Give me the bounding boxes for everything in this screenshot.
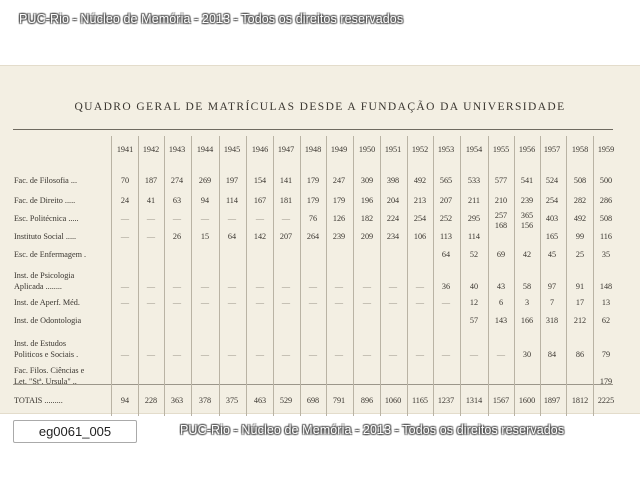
table-cell: — — [281, 282, 291, 291]
row-label: Aplicada ........ — [14, 282, 62, 291]
table-cell: — — [172, 350, 182, 359]
table-cell: 264 — [306, 232, 320, 241]
table-cell: 207 — [439, 196, 453, 205]
table-cell: 52 — [469, 250, 479, 259]
total-cell: 1600 — [518, 396, 536, 405]
watermark-top: PUC-Rio - Núcleo de Memória - 2013 - Todos os direitos reservados — [19, 12, 404, 26]
table-cell: 318 — [545, 316, 559, 325]
table-cell: 7 — [549, 298, 555, 307]
table-cell: 403 — [545, 214, 559, 223]
table-cell: — — [146, 298, 156, 307]
table-cell: 58 — [522, 282, 532, 291]
table-cell: 207 — [279, 232, 293, 241]
table-cell: — — [255, 282, 265, 291]
table-cell: 114 — [468, 232, 480, 241]
total-cell: 1165 — [411, 396, 429, 405]
table-cell: 76 — [308, 214, 318, 223]
table-cell: 492 — [573, 214, 587, 223]
table-cell: — — [308, 350, 318, 359]
table-cell: 64 — [441, 250, 451, 259]
table-cell: 143 — [494, 316, 508, 325]
row-label: Politicos e Sociais . — [14, 350, 79, 359]
total-cell: 94 — [120, 396, 130, 405]
table-cell: 70 — [120, 176, 130, 185]
table-cell: 13 — [601, 298, 611, 307]
table-cell: 257 — [494, 211, 508, 220]
table-cell: 524 — [545, 176, 559, 185]
table-cell: 106 — [413, 232, 427, 241]
table-cell: 126 — [332, 214, 346, 223]
table-cell: 15 — [200, 232, 210, 241]
table-cell: 209 — [360, 232, 374, 241]
table-cell: — — [227, 282, 237, 291]
table-cell: 187 — [144, 176, 158, 185]
table-cell: 224 — [386, 214, 400, 223]
table-cell: 565 — [439, 176, 453, 185]
table-cell: — — [308, 298, 318, 307]
table-cell: — — [388, 298, 398, 307]
table-cell: 196 — [360, 196, 374, 205]
table-cell: 148 — [599, 282, 613, 291]
year-header: 1942 — [142, 145, 160, 154]
row-label: Esc. Politécnica ..... — [14, 214, 79, 223]
table-cell: 254 — [413, 214, 427, 223]
total-cell: 363 — [170, 396, 184, 405]
totals-rule — [13, 384, 613, 385]
year-header: 1943 — [168, 145, 186, 154]
table-cell: 181 — [279, 196, 293, 205]
table-cell: — — [200, 282, 210, 291]
table-cell: 97 — [547, 282, 557, 291]
table-cell: 69 — [496, 250, 506, 259]
table-cell: 365 — [520, 211, 534, 220]
total-cell: 463 — [253, 396, 267, 405]
table-cell: 62 — [601, 316, 611, 325]
table-cell: 94 — [200, 196, 210, 205]
table-cell: 179 — [306, 176, 320, 185]
table-cell: 179 — [332, 196, 346, 205]
table-cell: 30 — [522, 350, 532, 359]
table-cell: 43 — [496, 282, 506, 291]
table-cell: — — [172, 214, 182, 223]
table-cell: — — [441, 350, 451, 359]
table-cell: — — [146, 282, 156, 291]
document-title: QUADRO GERAL DE MATRÍCULAS DESDE A FUNDAÇÃO DA UNIVERSIDADE — [74, 101, 566, 113]
total-cell: 1060 — [384, 396, 402, 405]
table-cell: 309 — [360, 176, 374, 185]
table-cell: — — [388, 282, 398, 291]
table-cell: — — [227, 350, 237, 359]
table-cell: 24 — [120, 196, 130, 205]
table-cell: 179 — [599, 377, 613, 386]
total-cell: 2225 — [597, 396, 615, 405]
table-cell: — — [308, 282, 318, 291]
table-cell: 91 — [575, 282, 585, 291]
table-top-rule — [13, 129, 613, 130]
table-cell: 165 — [545, 232, 559, 241]
table-cell: 84 — [547, 350, 557, 359]
total-cell: 375 — [225, 396, 239, 405]
table-cell: — — [334, 282, 344, 291]
table-cell: 197 — [225, 176, 239, 185]
scanned-document — [0, 65, 640, 414]
table-cell: — — [362, 282, 372, 291]
table-cell: 274 — [170, 176, 184, 185]
year-header: 1958 — [571, 145, 589, 154]
document-id-label: eg0061_005 — [13, 420, 137, 443]
table-cell: — — [172, 298, 182, 307]
table-cell: — — [362, 298, 372, 307]
total-cell: 228 — [144, 396, 158, 405]
table-cell: 142 — [253, 232, 267, 241]
table-cell: — — [120, 214, 130, 223]
total-cell: 791 — [332, 396, 346, 405]
table-cell: — — [441, 298, 451, 307]
table-cell: 286 — [599, 196, 613, 205]
year-header: 1949 — [330, 145, 348, 154]
total-cell: 1812 — [571, 396, 589, 405]
table-cell: 500 — [599, 176, 613, 185]
row-label: Inst. de Odontologia — [14, 316, 82, 325]
table-cell: 508 — [599, 214, 613, 223]
row-label: Fac. de Filosofia ... — [14, 176, 77, 185]
row-label: Esc. de Enfermagem . — [14, 250, 87, 259]
table-cell: 213 — [413, 196, 427, 205]
table-cell: 210 — [494, 196, 508, 205]
table-cell: — — [334, 350, 344, 359]
table-cell: 99 — [575, 232, 585, 241]
total-cell: 1237 — [437, 396, 455, 405]
table-cell: 6 — [498, 298, 504, 307]
table-cell: 141 — [279, 176, 293, 185]
table-cell: 398 — [386, 176, 400, 185]
table-cell: 282 — [573, 196, 587, 205]
table-cell: 166 — [520, 316, 534, 325]
table-cell: — — [255, 298, 265, 307]
total-cell: 529 — [279, 396, 293, 405]
table-cell: 41 — [146, 196, 156, 205]
year-header: 1945 — [223, 145, 241, 154]
table-cell: — — [120, 350, 130, 359]
table-cell: 154 — [253, 176, 267, 185]
row-label: Inst. de Estudos — [14, 339, 67, 348]
table-cell: — — [255, 350, 265, 359]
year-header: 1946 — [251, 145, 269, 154]
year-header: 1959 — [597, 145, 615, 154]
table-cell: 114 — [226, 196, 238, 205]
table-cell: — — [146, 350, 156, 359]
table-cell: 254 — [545, 196, 559, 205]
table-cell: 79 — [601, 350, 611, 359]
year-header: 1947 — [277, 145, 295, 154]
table-cell: 508 — [573, 176, 587, 185]
total-cell: 698 — [306, 396, 320, 405]
table-cell: 204 — [386, 196, 400, 205]
table-cell: — — [146, 214, 156, 223]
table-cell: — — [172, 282, 182, 291]
row-label: Fac. de Direito ..... — [14, 196, 76, 205]
year-header: 1951 — [384, 145, 402, 154]
year-header: 1954 — [465, 145, 483, 154]
table-cell: 252 — [439, 214, 453, 223]
table-cell: — — [255, 214, 265, 223]
totals-label: TOTAIS ......... — [14, 396, 63, 405]
year-header: 1955 — [492, 145, 510, 154]
table-cell: — — [281, 298, 291, 307]
total-cell: 1567 — [492, 396, 510, 405]
total-cell: 1314 — [465, 396, 483, 405]
watermark-bottom: PUC-Rio - Núcleo de Memória - 2013 - Todos os direitos reservados — [180, 423, 565, 437]
table-cell: — — [415, 350, 425, 359]
row-label: Let. "Stª. Ursula" .. — [14, 377, 77, 386]
table-cell: 113 — [440, 232, 452, 241]
table-cell: 40 — [469, 282, 479, 291]
year-header: 1956 — [518, 145, 536, 154]
table-cell: 57 — [469, 316, 479, 325]
table-cell: 12 — [469, 298, 479, 307]
table-cell: 86 — [575, 350, 585, 359]
table-cell: 36 — [441, 282, 451, 291]
table-cell: 26 — [172, 232, 182, 241]
table-cell: — — [120, 282, 130, 291]
table-cell: 168 — [494, 221, 508, 230]
table-cell: — — [227, 214, 237, 223]
table-cell: — — [415, 298, 425, 307]
table-cell: 541 — [520, 176, 534, 185]
table-cell: 3 — [524, 298, 530, 307]
table-cell: 179 — [306, 196, 320, 205]
table-cell: — — [415, 282, 425, 291]
table-cell: — — [146, 232, 156, 241]
year-header: 1953 — [437, 145, 455, 154]
year-header: 1944 — [196, 145, 214, 154]
table-cell: 45 — [547, 250, 557, 259]
table-cell: 212 — [573, 316, 587, 325]
table-cell: — — [200, 298, 210, 307]
table-cell: — — [388, 350, 398, 359]
table-cell: 17 — [575, 298, 585, 307]
table-cell: 156 — [520, 221, 534, 230]
table-cell: — — [334, 298, 344, 307]
table-cell: — — [200, 214, 210, 223]
table-cell: 234 — [386, 232, 400, 241]
table-cell: — — [362, 350, 372, 359]
total-cell: 896 — [360, 396, 374, 405]
year-header: 1948 — [304, 145, 322, 154]
table-cell: — — [120, 232, 130, 241]
table-cell: 63 — [172, 196, 182, 205]
table-cell: 25 — [575, 250, 585, 259]
year-header: 1950 — [358, 145, 376, 154]
row-label: Inst. de Psicologia — [14, 271, 75, 280]
table-cell: 239 — [332, 232, 346, 241]
table-cell: — — [120, 298, 130, 307]
row-label: Fac. Filos. Ciências e — [14, 366, 85, 375]
table-cell: 295 — [467, 214, 481, 223]
table-cell: — — [281, 350, 291, 359]
table-cell: — — [200, 350, 210, 359]
table-cell: 533 — [467, 176, 481, 185]
table-cell: 35 — [601, 250, 611, 259]
total-cell: 1897 — [543, 396, 561, 405]
table-cell: 211 — [468, 196, 480, 205]
table-cell: — — [281, 214, 291, 223]
total-cell: 378 — [198, 396, 212, 405]
year-header: 1941 — [116, 145, 134, 154]
row-label: Instituto Social ..... — [14, 232, 77, 241]
year-header: 1957 — [543, 145, 561, 154]
table-cell: — — [227, 298, 237, 307]
table-cell: 182 — [360, 214, 374, 223]
table-cell: — — [496, 350, 506, 359]
table-cell: 64 — [227, 232, 237, 241]
row-label: Inst. de Aperf. Méd. — [14, 298, 80, 307]
table-cell: 239 — [520, 196, 534, 205]
table-cell: 247 — [332, 176, 346, 185]
table-cell: — — [469, 350, 479, 359]
table-cell: 42 — [522, 250, 532, 259]
year-header: 1952 — [411, 145, 429, 154]
table-cell: 116 — [600, 232, 612, 241]
table-cell: 492 — [413, 176, 427, 185]
table-cell: 269 — [198, 176, 212, 185]
table-cell: 577 — [494, 176, 508, 185]
table-cell: 167 — [253, 196, 267, 205]
